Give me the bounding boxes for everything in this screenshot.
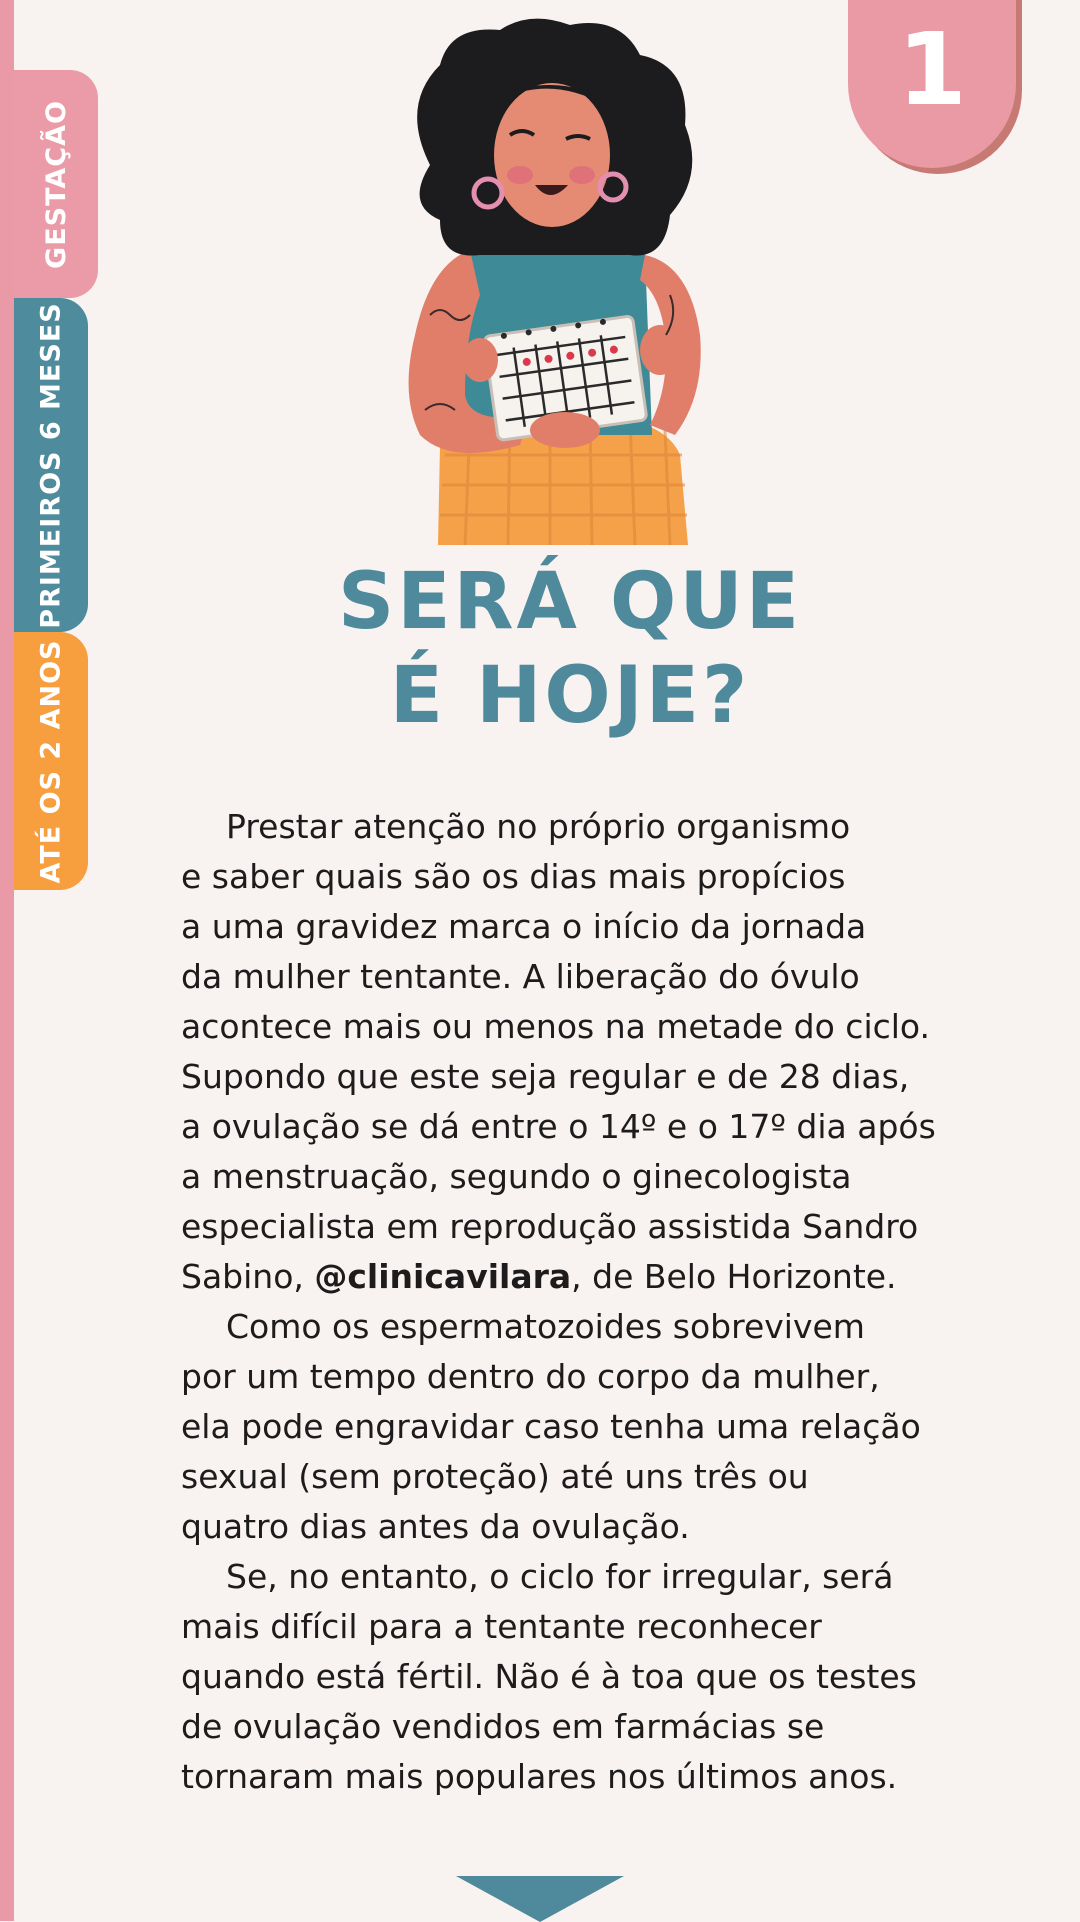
body-line: de ovulação vendidos em farmácias se bbox=[181, 1707, 825, 1746]
body-line: tornaram mais populares nos últimos anos. bbox=[181, 1757, 898, 1796]
body-line: da mulher tentante. A liberação do óvulo bbox=[181, 957, 860, 996]
tab-primeiros-6-meses[interactable] bbox=[14, 298, 88, 632]
body-line: mais difícil para a tentante reconhecer bbox=[181, 1607, 822, 1646]
body-text-segment: Sabino, bbox=[181, 1257, 315, 1296]
page-number-badge bbox=[848, 0, 1016, 168]
body-line: quatro dias antes da ovulação. bbox=[181, 1507, 690, 1546]
next-page-arrow-icon[interactable] bbox=[456, 1876, 624, 1922]
body-line: Supondo que este seja regular e de 28 dias, bbox=[181, 1057, 910, 1096]
body-line: Se, no entanto, o ciclo for irregular, será bbox=[226, 1557, 894, 1596]
page-title bbox=[270, 555, 870, 743]
body-line: quando está fértil. Não é à toa que os testes bbox=[181, 1657, 917, 1696]
body-line: especialista em reprodução assistida Sandro bbox=[181, 1207, 919, 1246]
instagram-handle-link[interactable]: @clinicavilara bbox=[314, 1257, 572, 1296]
body-line: sexual (sem proteção) até uns três ou bbox=[181, 1457, 809, 1496]
body-line: e saber quais são os dias mais propícios bbox=[181, 857, 846, 896]
title-line-2: É HOJE? bbox=[389, 651, 751, 741]
body-line: Prestar atenção no próprio organismo bbox=[226, 807, 851, 846]
body-line: a ovulação se dá entre o 14º e o 17º dia após bbox=[181, 1107, 936, 1146]
body-text-segment: , de Belo Horizonte. bbox=[571, 1257, 897, 1296]
body-line: por um tempo dentro do corpo da mulher, bbox=[181, 1357, 880, 1396]
body-line: acontece mais ou menos na metade do ciclo. bbox=[181, 1007, 931, 1046]
woman-calendar-illustration bbox=[370, 15, 740, 560]
tab-ate-label: ATÉ OS 2 ANOS bbox=[35, 639, 67, 883]
body-line: Como os espermatozoides sobrevivem bbox=[226, 1307, 865, 1346]
body-line: a uma gravidez marca o início da jornada bbox=[181, 907, 867, 946]
body-line bbox=[181, 1252, 961, 1302]
tab-ate-os-2-anos[interactable] bbox=[14, 632, 88, 890]
tab-gestacao-label: GESTAÇÃO bbox=[40, 99, 72, 269]
body-line: ela pode engravidar caso tenha uma relação bbox=[181, 1407, 921, 1446]
page-number: 1 bbox=[897, 11, 967, 128]
title-line-1: SERÁ QUE bbox=[338, 557, 802, 647]
body-line: a menstruação, segundo o ginecologista bbox=[181, 1157, 852, 1196]
tab-primeiros-label: PRIMEIROS 6 MESES bbox=[35, 301, 67, 629]
tab-gestacao[interactable] bbox=[14, 70, 98, 298]
article-body bbox=[181, 802, 961, 1802]
left-edge-stripe bbox=[0, 0, 14, 1921]
